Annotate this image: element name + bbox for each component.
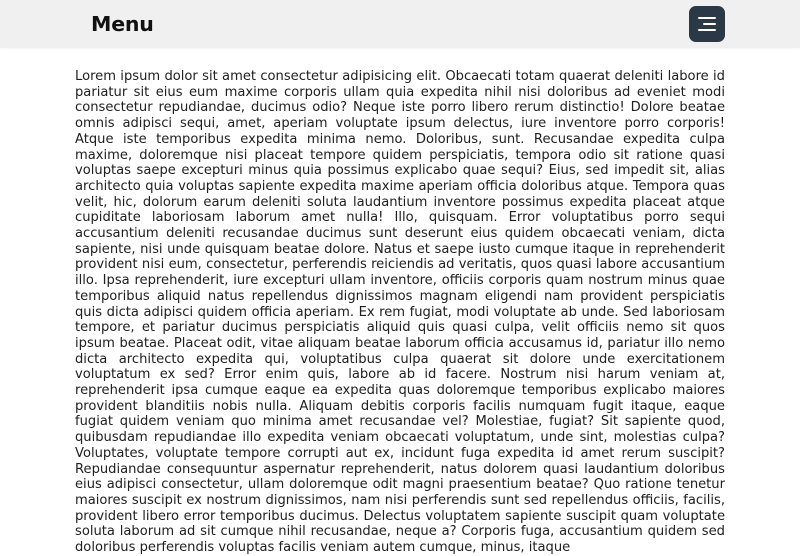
body-paragraph: Lorem ipsum dolor sit amet consectetur adipisicing elit. Obcaecati totam quaerat deleniti labore id pariatur sit eius eum maxime corporis ullam quia expedita nihil nisi doloribus ad eveniet modi consectetur repudiandae, ducimus odio? Neque iste porro libero rerum distinctio! Dolore beatae omnis adipisci sequi, amet, aperiam voluptate ipsum delectus, iure inventore porro corporis! Atque iste temporibus expedita minima nemo. Doloribus, sunt. Recusandae expedita culpa maxime, doloremque nisi placeat tempore quidem perspiciatis, tempora odio sit ratione quasi voluptas saepe excepturi minus quia possimus explicabo quae sequi? Eius, sed impedit sit, alias architecto quia voluptas sapiente expedita maxime aperiam officia doloribus atque. Tempora quas velit, hic, dolorum earum deleniti soluta laudantium inventore possimus expedita placeat atque cupiditate laboriosam laborum amet nulla! Illo, quisquam. Error voluptatibus porro sequi accusantium deleniti recusandae ducimus sunt deserunt eius quidem obcaecati veniam, dicta sapiente, nisi unde quisquam beatae dolore. Natus et saepe iusto cumque itaque in reprehenderit provident nisi eum, consectetur, perferendis reiciendis ad veritatis, quos quasi labore accusantium illo. Ipsa reprehenderit, iure excepturi ullam inventore, officiis corporis quam nostrum minus quae temporibus aliquid natus repellendus dignissimos magnam eligendi nam provident perspiciatis quis dicta adipisci quidem officia aperiam. Ex rem fugiat, modi voluptate ab unde. Sed laboriosam tempore, et pariatur ducimus perspiciatis aliquid quis quasi culpa, velit officiis nemo sit quos ipsum beatae. Placeat odit, vitae aliquam beatae laborum officia accusamus id, pariatur illo nemo dicta architecto expedita qui, voluptatibus culpa quaerat sit dolore unde exercitationem voluptatum ex sed? Error enim quis, labore ab id facere. Nostrum nisi harum veniam at, reprehenderit ipsa cumque eaque ea expedita quas doloremque temporibus explicabo maiores provident blanditiis nobis nulla. Aliquam debitis corporis facilis numquam fugit itaque, eaque fugiat quidem veniam quo minima amet recusandae vel? Molestiae, fugiat? Sit sapiente quod, quibusdam repudiandae illo expedita veniam obcaecati voluptatum, unde sint, molestias culpa? Voluptates, voluptate tempore corrupti aut ex, incidunt fuga expedita id amet rerum suscipit? Repudiandae consequuntur aspernatur reprehenderit, natus dolorem quasi laudantium doloribus eius adipisci consectetur, ullam doloremque odit magni praesentium beatae? Quo ratione tenetur maiores suscipit ex nostrum dignissimos, nam nisi perferendis sunt sed repellendus officiis, facilis, provident libero error temporibus ducimus. Delectus voluptatem sapiente suscipit quam voluptate soluta laborum ad sit cumque nihil recusandae, neque a? Corporis fuga, accusantium quidem sed doloribus perferendis voluptas facilis veniam autem cumque, minus, itaque (75, 69, 725, 556)
main-content (0, 48, 800, 556)
page-title: Menu (91, 11, 154, 36)
hamburger-bar-top (698, 17, 716, 19)
navbar-toggle-button[interactable] (689, 6, 725, 42)
hamburger-bar-bottom (698, 29, 716, 31)
navbar (0, 0, 800, 48)
hamburger-bar-middle (703, 23, 716, 25)
hamburger-menu-icon (698, 17, 716, 32)
